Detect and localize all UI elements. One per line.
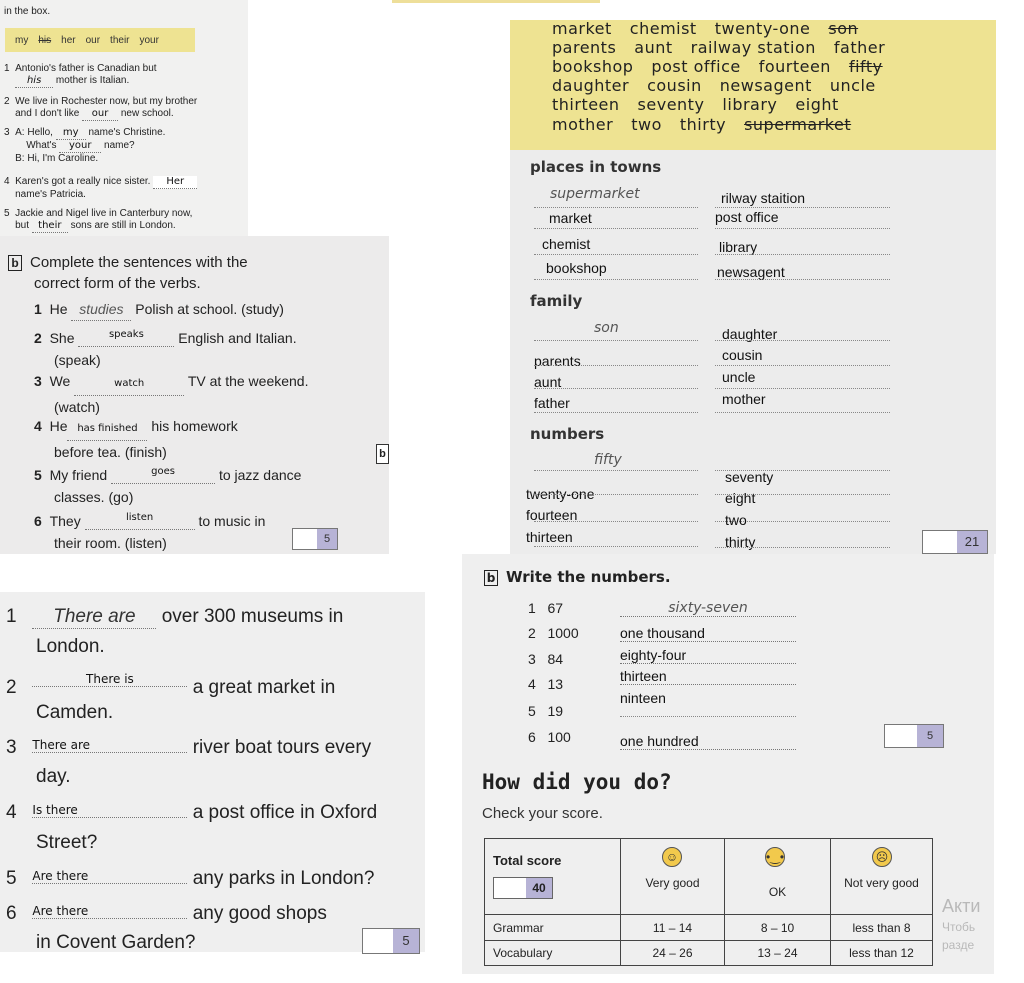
- score-box: [362, 928, 420, 954]
- answer: ninteen: [620, 690, 666, 706]
- places-answer: post office: [715, 209, 779, 225]
- neutral-face-icon: •‿•: [765, 847, 785, 867]
- section-b-badge: b: [484, 570, 498, 586]
- places-answer: library: [719, 239, 758, 255]
- p5-item-2: 2 1000: [528, 625, 579, 641]
- total-score-box: [493, 877, 553, 899]
- word-our: our: [85, 34, 101, 46]
- numbers-answer: fourteen: [526, 507, 578, 523]
- exercise-there-is: [0, 592, 425, 952]
- watermark-line-2: Чтобь: [942, 920, 976, 934]
- answer: listen: [85, 507, 195, 530]
- vocabulary-not-very-good: less than 12: [849, 946, 914, 960]
- answer: his: [15, 75, 53, 88]
- family-answer: aunt: [534, 374, 562, 390]
- watermark-line-1: Акти: [942, 896, 981, 916]
- happy-face-icon: ☺: [662, 847, 682, 867]
- family-answer: father: [534, 395, 570, 411]
- vocabulary-label: Vocabulary: [493, 946, 553, 960]
- p5-item-3: 3 84: [528, 651, 564, 667]
- p1-item-3: 3 A: Hello, my name's Christine. What's your name? B: Hi, I'm Caroline.: [4, 127, 166, 164]
- p4-item-1: 1 There are over 300 museums in: [6, 606, 344, 627]
- numbers-answer: seventy: [725, 469, 774, 485]
- exercise-verbs: [0, 236, 389, 554]
- score-value: 5: [393, 929, 419, 953]
- score-value: 21: [957, 531, 987, 553]
- how-did-you-do-heading: How did you do?: [482, 770, 672, 794]
- top-decor-bar: [392, 0, 600, 3]
- very-good-label: Very good: [645, 876, 700, 890]
- score-box: [922, 530, 988, 554]
- family-answer: parents: [534, 353, 581, 369]
- p4-item-2-cont: Camden.: [36, 702, 114, 723]
- numbers-answer: eight: [725, 490, 756, 506]
- answer: my: [56, 127, 86, 140]
- family-answer: mother: [722, 391, 766, 407]
- family-answer: son: [594, 320, 619, 336]
- exercise-vocabulary: [510, 20, 996, 554]
- word-row-3: bookshop post office fourteen fifty: [552, 57, 883, 76]
- answer: sixty-seven: [620, 600, 796, 617]
- p2-item-3: 3 We watch TV at the weekend. (watch): [34, 373, 309, 415]
- numbers-answer: thirteen: [526, 529, 573, 545]
- word-their: their: [110, 34, 130, 46]
- answer: studies: [71, 298, 131, 321]
- grammar-not-very-good: less than 8: [852, 921, 911, 935]
- p4-item-6: 6 Are there any good shops: [6, 903, 327, 924]
- word-row-2: parents aunt railway station father: [552, 38, 886, 57]
- answer: our: [82, 108, 118, 121]
- word-box: [5, 28, 195, 52]
- answer: watch: [74, 373, 184, 396]
- places-answer: bookshop: [546, 260, 607, 276]
- vocabulary-ok: 13 – 24: [757, 946, 798, 960]
- p4-item-3: 3 There are river boat tours every: [6, 737, 372, 758]
- p1-item-2: 2 We live in Rochester now, but my brother and I don't like our new school.: [4, 96, 198, 119]
- numbers-answer: two: [725, 512, 747, 528]
- score-box: [884, 724, 944, 748]
- answer: Is there: [32, 803, 187, 818]
- score-table: [484, 838, 933, 966]
- answer: thirteen: [620, 668, 796, 685]
- word-your: your: [139, 34, 159, 46]
- word-row-6: mother two thirty supermarket: [552, 115, 852, 134]
- p2-item-2: 2 She speaks English and Italian. (speak): [34, 324, 297, 371]
- p1-item-4: 4 Karen's got a really nice sister. Her name's Patricia.: [4, 176, 197, 201]
- p4-item-3-cont: day.: [36, 766, 71, 787]
- heading-numbers: numbers: [530, 425, 605, 443]
- answer: speaks: [78, 324, 174, 347]
- p2-item-5: 5 My friend goes to jazz dance classes. (go): [34, 461, 301, 508]
- score-value: 5: [917, 725, 943, 747]
- places-answer: rilway staition: [721, 190, 806, 206]
- p5-item-1: 1 67: [528, 600, 564, 616]
- answer: There is: [32, 672, 187, 687]
- score-value: 5: [317, 529, 337, 549]
- places-answer: chemist: [542, 236, 591, 252]
- sad-face-icon: ☹: [872, 847, 892, 867]
- answer: Her: [153, 176, 197, 189]
- family-answer: daughter: [722, 326, 778, 342]
- grammar-very-good: 11 – 14: [652, 921, 693, 935]
- p4-item-4: 4 Is there a post office in Oxford: [6, 802, 378, 823]
- family-answer: cousin: [722, 347, 763, 363]
- heading-places: places in towns: [530, 158, 662, 176]
- total-score-value: 40: [526, 878, 552, 898]
- answer: eighty-four: [620, 647, 796, 664]
- p4-item-2: 2 There is a great market in: [6, 672, 336, 698]
- word-his: his: [38, 34, 52, 46]
- not-very-good-label: Not very good: [844, 876, 919, 890]
- places-answer: market: [549, 210, 592, 226]
- word-her: her: [61, 34, 76, 46]
- answer: Are there: [32, 904, 187, 919]
- places-answer: newsagent: [717, 264, 785, 280]
- heading-family: family: [530, 292, 583, 310]
- p4-item-5: 5 Are there any parks in London?: [6, 868, 375, 889]
- p2-item-4: 4 He has finished his homework before tea. (finish): [34, 418, 238, 460]
- answer: has finished: [67, 418, 147, 441]
- check-score-text: Check your score.: [482, 805, 603, 822]
- watermark-line-3: разде: [942, 938, 975, 952]
- numbers-answer: thirty: [725, 534, 756, 550]
- family-answer: uncle: [722, 369, 756, 385]
- p2-title: b Complete the sentences with the correct form of the verbs.: [8, 252, 248, 294]
- p5-item-6: 6 100: [528, 729, 571, 745]
- section-b-badge: b: [8, 255, 22, 271]
- numbers-answer: twenty-one: [526, 486, 595, 502]
- grammar-ok: 8 – 10: [760, 921, 795, 935]
- side-section-mark: b: [376, 444, 389, 464]
- p4-item-4-cont: Street?: [36, 832, 98, 853]
- score-box: [292, 528, 338, 550]
- total-score-label: Total score: [493, 853, 562, 868]
- answer: their: [32, 220, 68, 233]
- p2-item-1: 1 He studies Polish at school. (study): [34, 298, 284, 321]
- answer: goes: [111, 461, 215, 484]
- word-row-1: market chemist twenty-one son: [552, 19, 859, 38]
- p5-title: b Write the numbers.: [484, 568, 671, 586]
- p2-item-6: 6 They listen to music in their room. (listen): [34, 507, 265, 554]
- numbers-answer: fifty: [594, 452, 622, 468]
- p5-item-5: 5 19: [528, 703, 564, 719]
- p5-item-4: 4 13: [528, 676, 564, 692]
- answer: one hundred: [620, 733, 796, 750]
- answer: There are: [32, 606, 156, 629]
- word-row-4: daughter cousin newsagent uncle: [552, 76, 876, 95]
- word-my: my: [15, 34, 29, 46]
- p1-item-5: 5 Jackie and Nigel live in Canterbury now, but their sons are still in London.: [4, 208, 193, 231]
- p4-item-6-cont: in Covent Garden?: [36, 932, 196, 953]
- answer: one thousand: [620, 625, 796, 642]
- ok-label: OK: [768, 885, 787, 899]
- grammar-label: Grammar: [493, 921, 544, 935]
- answer: Are there: [32, 869, 187, 884]
- answer: your: [59, 140, 101, 153]
- exercise-possessives: [0, 0, 248, 236]
- p1-item-1: 1 Antonio's father is Canadian but his mother is Italian.: [4, 63, 157, 86]
- places-answer: supermarket: [550, 186, 640, 202]
- intro-text: in the box.: [4, 6, 51, 17]
- word-row-5: thirteen seventy library eight: [552, 95, 839, 114]
- answer: There are: [32, 738, 187, 753]
- p4-item-1-cont: London.: [36, 636, 105, 657]
- vocabulary-very-good: 24 – 26: [652, 946, 693, 960]
